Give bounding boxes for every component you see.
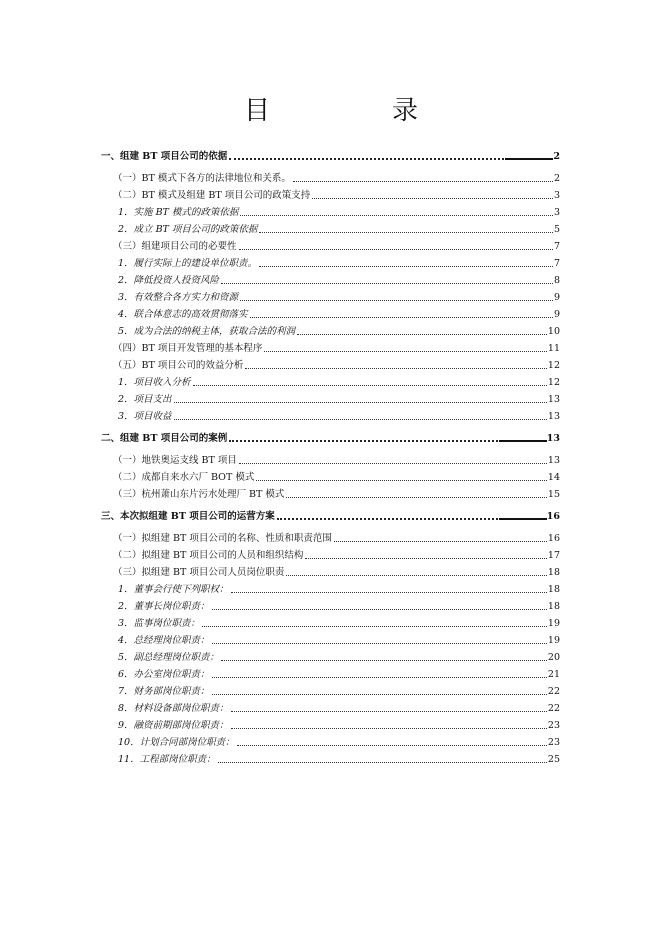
toc-entry-text: 1．实施 BT 模式的政策依据: [118, 207, 239, 218]
toc-entry-text: 5．成为合法的纳税主体，获取合法的利润: [118, 326, 296, 337]
toc-page-number: 13: [547, 411, 560, 422]
toc-leader-bar: [499, 518, 547, 520]
toc-entry[interactable]: [101, 151, 560, 162]
toc-entry-text: 10．计划合同部岗位职责：: [118, 737, 235, 748]
toc-page-number: 13: [547, 455, 560, 466]
toc-page-number: 7: [553, 258, 560, 269]
toc-entry-text: （二）成都自来水六厂 BOT 模式: [113, 472, 255, 483]
toc-entry[interactable]: [101, 472, 560, 483]
toc-leader-dots: [297, 334, 547, 335]
toc-entry-text: 2．成立 BT 项目公司的政策依据: [118, 224, 258, 235]
toc-entry-text: 4．联合体意志的高效贯彻落实: [118, 309, 248, 320]
toc-entry-text: 1．董事会行使下列职权：: [118, 584, 229, 595]
toc-entry[interactable]: [101, 737, 560, 748]
toc-leader-dots: [334, 541, 547, 542]
toc-leader-dots: [250, 317, 553, 318]
toc-leader-dots: [239, 249, 553, 250]
page-title: 目 录: [243, 96, 466, 126]
toc-leader-dots: [231, 728, 547, 729]
toc-leader-dots: [212, 643, 547, 644]
toc-entry-text: （一）拟组建 BT 项目公司的名称、性质和职责范围: [113, 533, 332, 544]
toc-leader-dots: [193, 385, 547, 386]
toc-entry-text: 二、组建 BT 项目公司的案例: [101, 433, 228, 444]
toc-entry[interactable]: [101, 343, 560, 354]
toc-entry[interactable]: [101, 241, 560, 252]
toc-page-number: 3: [553, 207, 560, 218]
toc-entry[interactable]: [101, 275, 560, 286]
toc-leader-dots: [212, 694, 547, 695]
toc-page-number: 22: [547, 686, 560, 697]
toc-entry-text: 11．工程部岗位职责：: [118, 754, 216, 765]
toc-entry-text: （一）地铁奥运支线 BT 项目: [113, 455, 237, 466]
toc-page-number: 18: [547, 601, 560, 612]
toc-page-number: 19: [547, 618, 560, 629]
toc-entry-text: 8．材料设备部岗位职责：: [118, 703, 229, 714]
toc-leader-dots: [293, 181, 553, 182]
toc-entry[interactable]: [101, 669, 560, 680]
toc-page-number: 7: [553, 241, 560, 252]
toc-page-number: 12: [547, 360, 560, 371]
toc-leader-dots: [240, 215, 553, 216]
toc-entry[interactable]: [101, 754, 560, 765]
toc-page-number: 20: [547, 652, 560, 663]
toc-leader-dots: [264, 351, 547, 352]
toc-entry-text: 3．有效整合各方实力和资源: [118, 292, 239, 303]
toc-entry-text: 2．降低投资人投资风险: [118, 275, 220, 286]
toc-leader-dots: [239, 463, 547, 464]
toc-entry[interactable]: [101, 511, 560, 522]
toc-leader-dots: [212, 677, 547, 678]
toc-entry-text: 三、本次拟组建 BT 项目公司的运营方案: [101, 511, 275, 522]
toc-leader-dots: [286, 497, 547, 498]
toc-leader-dots: [312, 198, 553, 199]
toc-page-number: 2: [553, 151, 560, 162]
toc-entry-text: 3．监事岗位职责：: [118, 618, 201, 629]
toc-entry-text: （四）BT 项目开发管理的基本程序: [113, 343, 263, 354]
toc-page-number: 17: [547, 550, 560, 561]
toc-leader-dots: [286, 575, 547, 576]
toc-entry-text: （三）拟组建 BT 项目公司人员岗位职责: [113, 567, 285, 578]
toc-leader-bar: [499, 440, 547, 442]
toc-page-number: 22: [547, 703, 560, 714]
toc-entry-text: 1．履行实际上的建设单位职责。: [118, 258, 258, 269]
toc-entry[interactable]: [101, 550, 560, 561]
toc-leader-dots: [229, 440, 498, 442]
toc-entry[interactable]: [101, 377, 560, 388]
toc-entry-text: （一）BT 模式下各方的法律地位和关系。: [113, 173, 291, 184]
toc-entry[interactable]: [101, 533, 560, 544]
toc-leader-dots: [259, 266, 553, 267]
toc-entry-text: 6．办公室岗位职责：: [118, 669, 210, 680]
toc-entry-text: 1．项目收入分析: [118, 377, 191, 388]
toc-entry[interactable]: [101, 720, 560, 731]
toc-leader-dots: [245, 368, 547, 369]
toc-page-number: 8: [553, 275, 560, 286]
toc-page-number: 14: [547, 472, 560, 483]
toc-entry-text: 5．副总经理岗位职责：: [118, 652, 220, 663]
toc-entry-text: （二）拟组建 BT 项目公司的人员和组织结构: [113, 550, 304, 561]
toc-entry[interactable]: [101, 652, 560, 663]
toc-entry[interactable]: [101, 489, 560, 500]
toc-entry[interactable]: [101, 207, 560, 218]
toc-entry-text: 3．项目收益: [118, 411, 172, 422]
toc-page-number: 9: [553, 309, 560, 320]
toc-entry-text: 一、组建 BT 项目公司的依据: [101, 151, 228, 162]
toc-leader-dots: [221, 283, 553, 284]
toc-entry-text: 2．董事长岗位职责：: [118, 601, 210, 612]
toc-entry-text: （五）BT 项目公司的效益分析: [113, 360, 244, 371]
toc-leader-dots: [212, 609, 547, 610]
toc-entry[interactable]: [101, 618, 560, 629]
toc-page-number: 12: [547, 377, 560, 388]
toc-entry[interactable]: [101, 455, 560, 466]
toc-leader-dots: [231, 592, 547, 593]
toc-entry[interactable]: [101, 433, 560, 444]
toc-page-number: 11: [547, 343, 560, 354]
toc-leader-dots: [174, 402, 547, 403]
toc-entry-text: 2．项目支出: [118, 394, 172, 405]
toc-entry[interactable]: [101, 190, 560, 201]
toc-page-number: 13: [546, 433, 560, 444]
toc-leader-dots: [202, 626, 547, 627]
toc-page-number: 19: [547, 635, 560, 646]
toc-leader-dots: [221, 660, 547, 661]
toc-page-number: 16: [546, 511, 560, 522]
toc-entry[interactable]: [101, 173, 560, 184]
toc-entry[interactable]: [101, 703, 560, 714]
toc-page-number: 9: [553, 292, 560, 303]
toc-page-number: 13: [547, 394, 560, 405]
toc-entry-text: 9．融资前期部岗位职责：: [118, 720, 229, 731]
toc-page-number: 3: [553, 190, 560, 201]
toc-entry[interactable]: [101, 292, 560, 303]
toc-entry-text: 7．财务部岗位职责：: [118, 686, 210, 697]
toc-entry[interactable]: [101, 635, 560, 646]
toc-leader-dots: [256, 480, 547, 481]
toc-entry[interactable]: [101, 360, 560, 371]
toc-leader-dots: [218, 762, 547, 763]
toc-leader-dots: [305, 558, 547, 559]
toc-entry-text: （三）杭州萧山东片污水处理厂 BT 模式: [113, 489, 285, 500]
toc-entry[interactable]: [101, 567, 560, 578]
toc-page-number: 25: [547, 754, 560, 765]
toc-entry[interactable]: [101, 686, 560, 697]
toc-leader-dots: [229, 158, 504, 160]
toc-leader-dots: [259, 232, 553, 233]
toc-leader-dots: [277, 518, 498, 520]
toc-entry[interactable]: [101, 224, 560, 235]
toc-page-number: 16: [547, 533, 560, 544]
toc-entry[interactable]: [101, 584, 560, 595]
toc-entry-text: 4．总经理岗位职责：: [118, 635, 210, 646]
toc-page-number: 5: [553, 224, 560, 235]
toc-page-number: 18: [547, 567, 560, 578]
toc-entry-text: （二）BT 模式及组建 BT 项目公司的政策支持: [113, 190, 311, 201]
toc-page-number: 21: [547, 669, 560, 680]
toc-page-number: 23: [547, 737, 560, 748]
toc-page-number: 2: [553, 173, 560, 184]
toc-leader-dots: [240, 300, 553, 301]
toc-leader-bar: [505, 158, 553, 160]
toc-entry[interactable]: [101, 601, 560, 612]
toc-entry-text: （三）组建项目公司的必要性: [113, 241, 237, 252]
toc-page-number: 10: [547, 326, 560, 337]
toc-entry[interactable]: [101, 394, 560, 405]
toc-page-number: 15: [547, 489, 560, 500]
toc-page-number: 23: [547, 720, 560, 731]
toc-leader-dots: [174, 419, 547, 420]
table-of-contents: [101, 151, 560, 765]
toc-entry[interactable]: [101, 326, 560, 337]
toc-leader-dots: [237, 745, 547, 746]
toc-page-number: 18: [547, 584, 560, 595]
toc-leader-dots: [231, 711, 547, 712]
toc-entry[interactable]: [101, 309, 560, 320]
toc-entry[interactable]: [101, 258, 560, 269]
toc-entry[interactable]: [101, 411, 560, 422]
